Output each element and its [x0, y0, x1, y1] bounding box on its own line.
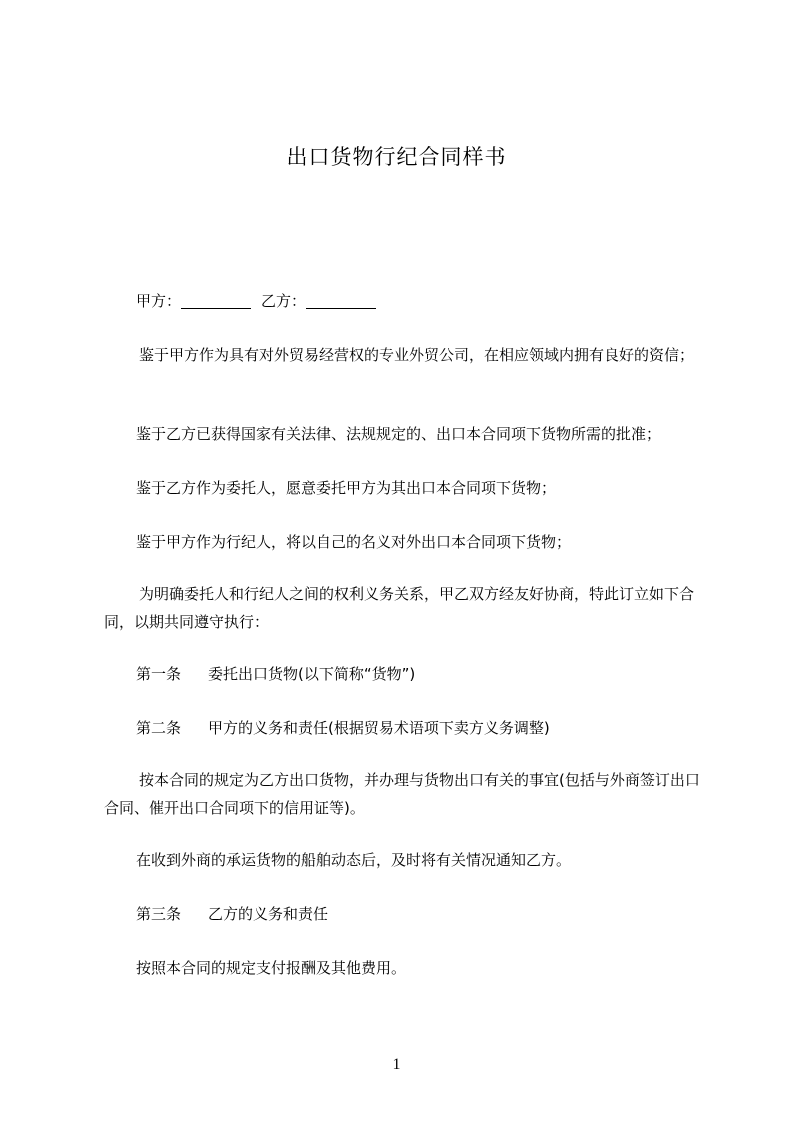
- article-3-heading: [136, 900, 746, 928]
- article-1-label: 第一条: [136, 665, 182, 683]
- article-3-paragraph-1: 按照本合同的规定支付报酬及其他费用。: [136, 959, 407, 977]
- document-title: 出口货物行纪合同样书: [286, 145, 507, 169]
- recital-paragraph-3: 鉴于乙方作为委托人，愿意委托甲方为其出口本合同项下货物；: [136, 479, 557, 497]
- article-2-text: 甲方的义务和责任(根据贸易术语项下卖方义务调整): [208, 719, 550, 737]
- recital-paragraph-5: 为明确委托人和行纪人之间的权利义务关系，甲乙双方经友好协商，特此订立如下合同，以期共同遵守执行：: [104, 585, 695, 631]
- article-1-heading: [136, 660, 746, 688]
- parties-line: [136, 287, 746, 315]
- party-a-blank[interactable]: [181, 292, 251, 309]
- page-number: 1: [392, 1056, 401, 1073]
- article-2-label: 第二条: [136, 719, 182, 737]
- article-2-heading: [136, 714, 746, 742]
- article-3-text: 乙方的义务和责任: [208, 905, 329, 923]
- party-b-label: 乙方：: [261, 292, 307, 310]
- recital-paragraph-2: 鉴于乙方已获得国家有关法律、法规规定的、出口本合同项下货物所需的批准；: [136, 425, 662, 443]
- article-2-paragraph-2: 在收到外商的承运货物的船舶动态后，及时将有关情况通知乙方。: [136, 851, 572, 869]
- article-2-paragraph-1: 按本合同的规定为乙方出口货物，并办理与货物出口有关的事宜(包括与外商签订出口合同、催开出口合同项下的信用证等)。: [104, 771, 700, 817]
- article-1-text: 委托出口货物(以下简称“货物”): [208, 665, 416, 683]
- article-3-label: 第三条: [136, 905, 182, 923]
- party-b-blank[interactable]: [306, 292, 376, 309]
- recital-paragraph-1: 鉴于甲方作为具有对外贸易经营权的专业外贸公司，在相应领域内拥有良好的资信；: [139, 346, 695, 364]
- recital-paragraph-4: 鉴于甲方作为行纪人，将以自己的名义对外出口本合同项下货物；: [136, 533, 572, 551]
- party-a-label: 甲方：: [136, 292, 182, 310]
